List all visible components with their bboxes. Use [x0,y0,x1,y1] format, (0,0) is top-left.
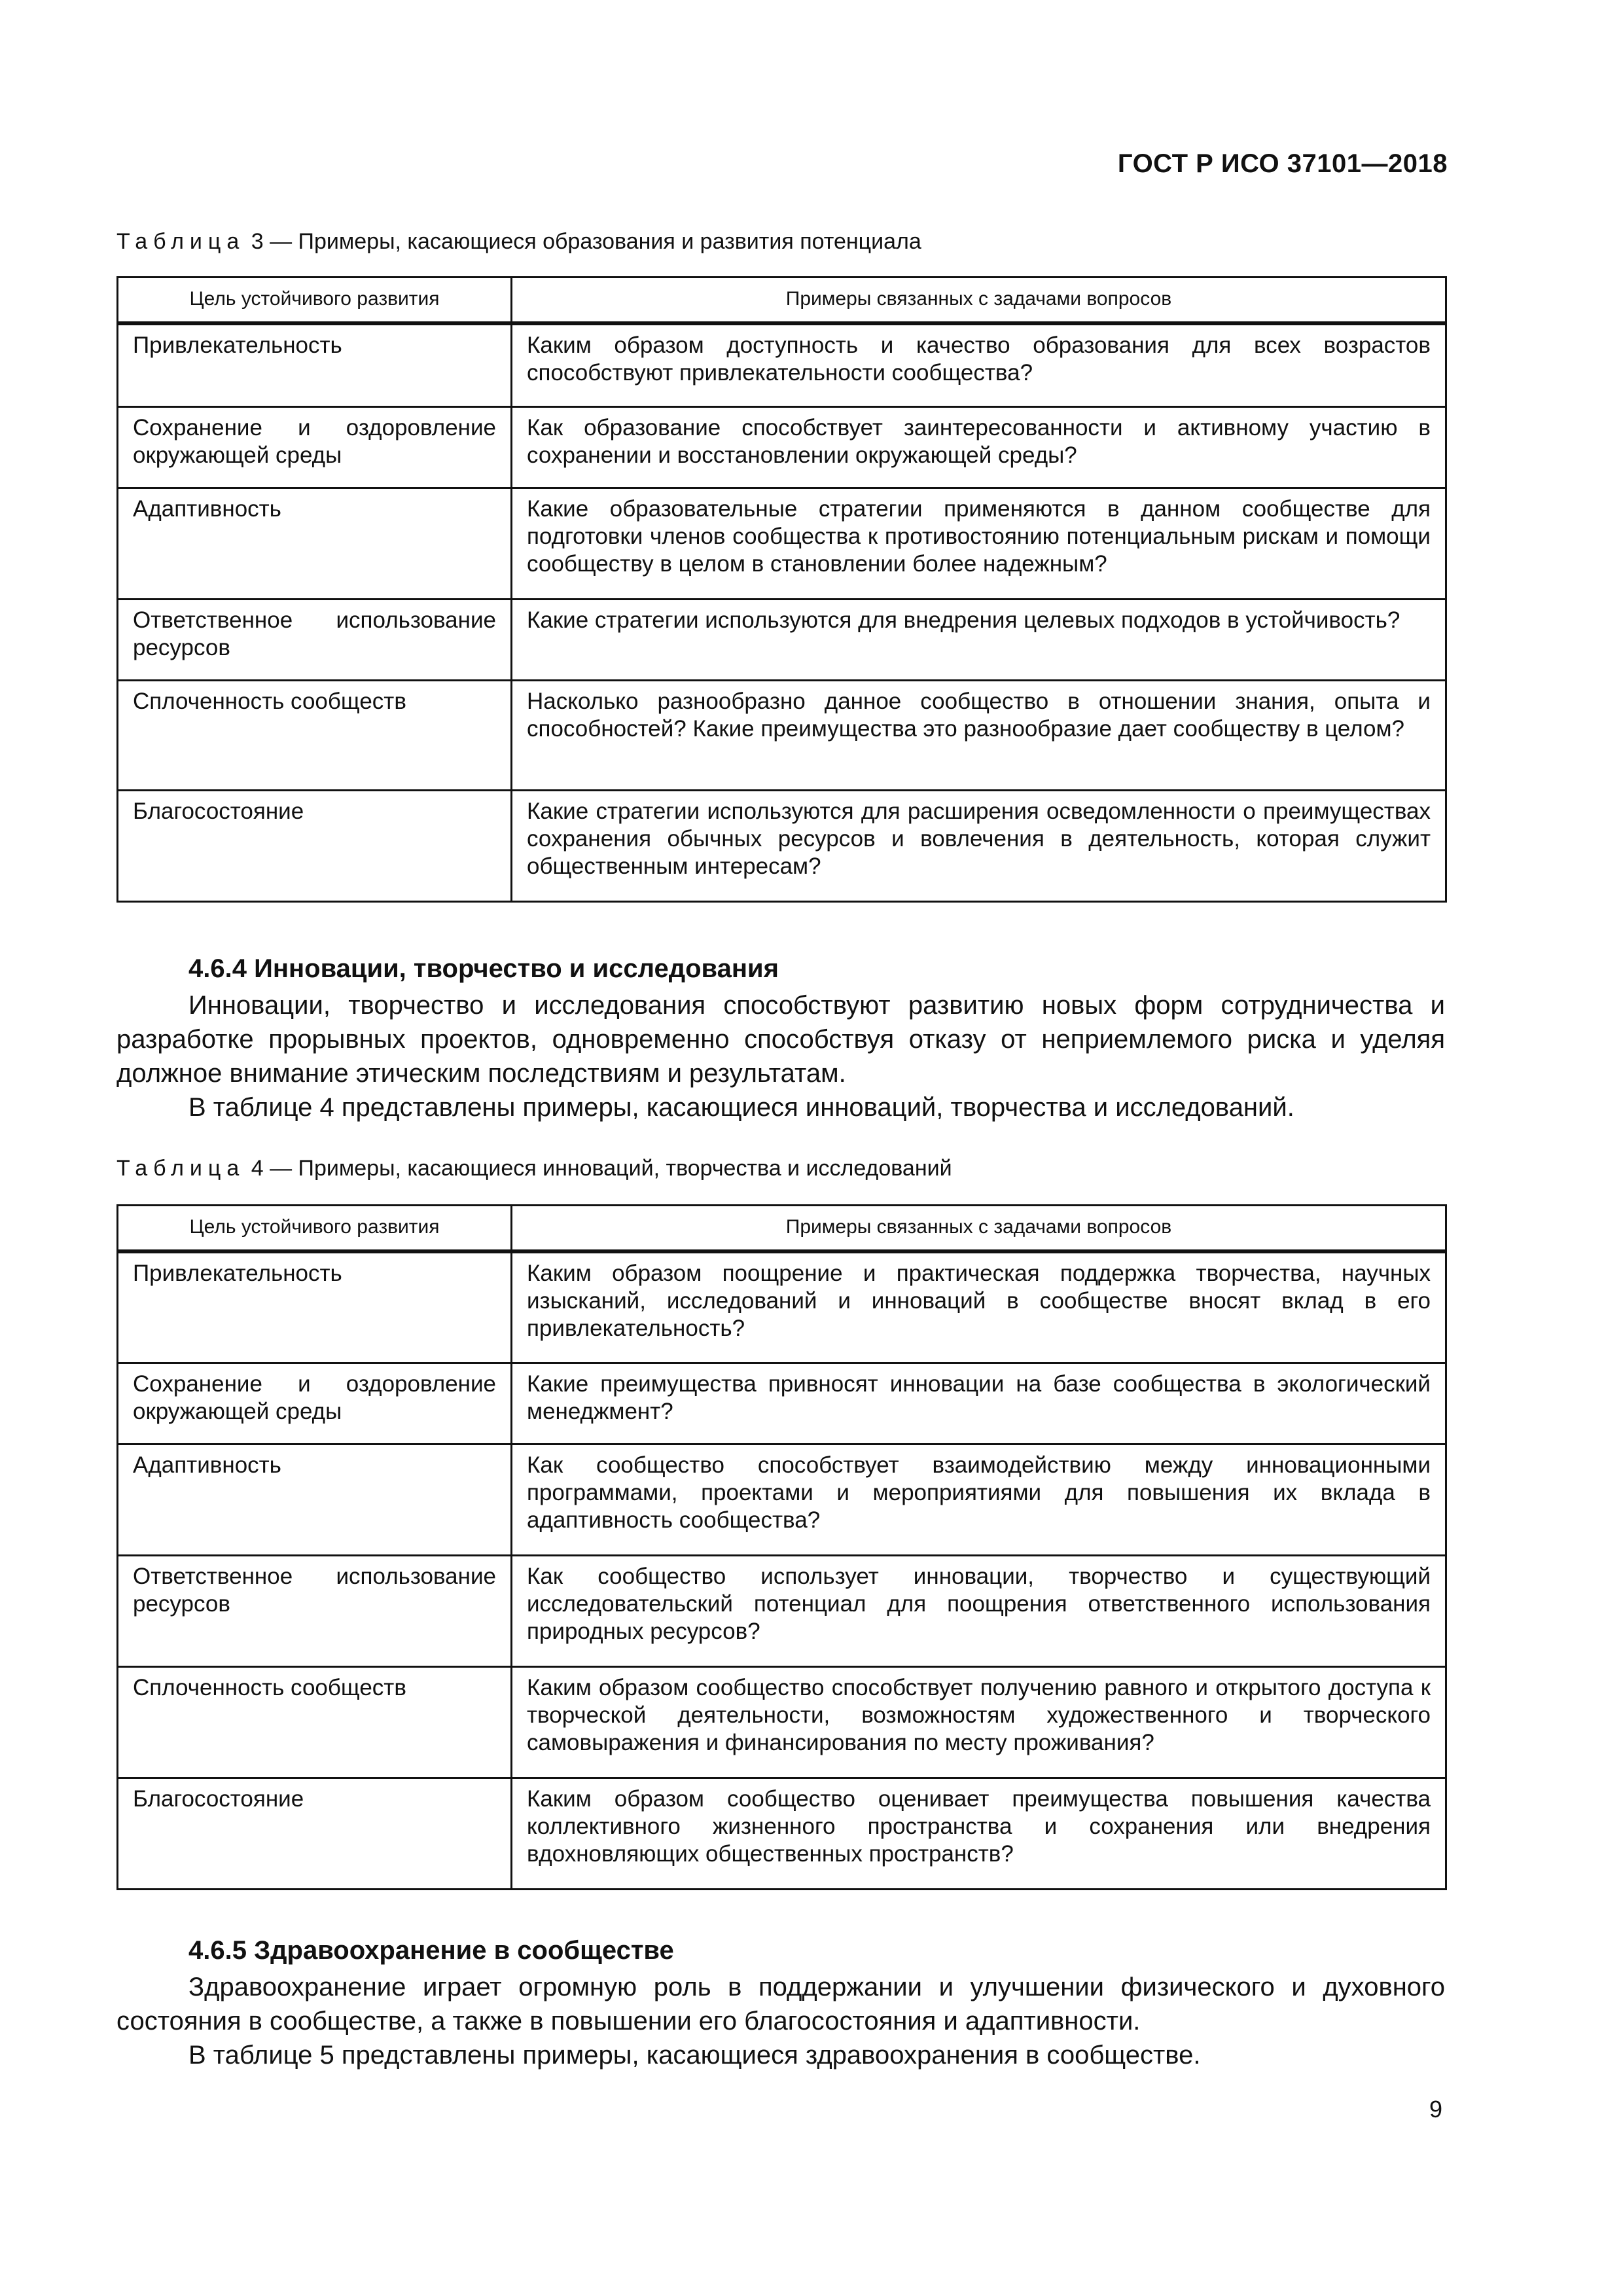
table-row [118,790,1446,901]
goal-cell: Сплоченность сообществ [118,680,512,790]
section-4-6-4-paragraph-2: В таблице 4 представлены примеры, касающиеся инноваций, творчества и исследований. [188,1093,1294,1122]
table-row [118,406,1446,488]
question-cell: Как образование способствует заинтересованности и активному участию в сохранении и восстановлении окружающей среды? [512,406,1446,488]
goal-cell: Адаптивность [118,488,512,599]
table-row [118,1251,1446,1363]
table3-col2-header: Примеры связанных с задачами вопросов [512,278,1446,324]
table-row [118,1666,1446,1778]
question-cell: Насколько разнообразно данное сообщество в отношении знания, опыта и способностей? Какие преимущества это разнообразие дает сообществу в целом? [512,680,1446,790]
table3 [116,276,1447,903]
section-4-6-4-paragraph-1: Инновации, творчество и исследования способствуют развитию новых форм сотрудничества и разработке прорывных проектов, одновременно способствуя отказу от неприемлемого риска и уделяя должное внимание этическим последствиям и результатам. [116,991,1445,1088]
question-cell: Какие образовательные стратегии применяются в данном сообществе для подготовки членов сообщества к противостоянию потенциальным рискам и помощи сообществу в целом в становлении более надежным? [512,488,1446,599]
table4-caption-word: Таблица [116,1156,245,1181]
table-row [118,1778,1446,1889]
question-cell: Как сообщество использует инновации, творчество и существующий исследовательский потенциал для поощрения ответственного использования природных ресурсов? [512,1555,1446,1666]
goal-cell: Ответственное использование ресурсов [118,599,512,680]
goal-cell: Ответственное использование ресурсов [118,1555,512,1666]
question-cell: Как сообщество способствует взаимодействию между инновационными программами, проектами и мероприятиями для повышения их вклада в адаптивность сообщества? [512,1444,1446,1555]
goal-cell: Сплоченность сообществ [118,1666,512,1778]
goal-cell: Сохранение и оздоровление окружающей среды [118,1363,512,1444]
table-row [118,323,1446,406]
table-row [118,1555,1446,1666]
table3-col1-header: Цель устойчивого развития [118,278,512,324]
goal-cell: Привлекательность [118,323,512,406]
table-row [118,1363,1446,1444]
table4-col2-header: Примеры связанных с задачами вопросов [512,1206,1446,1252]
table4-caption-text: 4 — Примеры, касающиеся инноваций, творчества и исследований [245,1156,952,1181]
question-cell: Каким образом сообщество способствует получению равного и открытого доступа к творческой деятельности, возможностям художественного и творческого самовыражения и финансирования по месту проживания? [512,1666,1446,1778]
section-heading-4-6-5: 4.6.5 Здравоохранение в сообществе [188,1936,674,1965]
document-code: ГОСТ Р ИСО 37101—2018 [1117,149,1448,178]
goal-cell: Сохранение и оздоровление окружающей среды [118,406,512,488]
table4-header-row [118,1206,1446,1252]
table-row [118,488,1446,599]
question-cell: Какие стратегии используются для расширения осведомленности о преимуществах сохранения обычных ресурсов и вовлечения в деятельность, которая служит общественным интересам? [512,790,1446,901]
section-4-6-5-paragraph-2: В таблице 5 представлены примеры, касающиеся здравоохранения в сообществе. [188,2041,1201,2070]
table-row [118,1444,1446,1555]
section-heading-4-6-4: 4.6.4 Инновации, творчество и исследования [188,954,779,983]
question-cell: Какие стратегии используются для внедрения целевых подходов в устойчивость? [512,599,1446,680]
goal-cell: Адаптивность [118,1444,512,1555]
question-cell: Какие преимущества привносят инновации на базе сообщества в экологический менеджмент? [512,1363,1446,1444]
question-cell: Каким образом доступность и качество образования для всех возрастов способствуют привлекательности сообщества? [512,323,1446,406]
question-cell: Каким образом поощрение и практическая поддержка творчества, научных изысканий, исследований и инноваций в сообществе вносят вклад в его привлекательность? [512,1251,1446,1363]
table3-header-row [118,278,1446,324]
table3-caption-word: Таблица [116,229,245,254]
goal-cell: Благосостояние [118,790,512,901]
table4-col1-header: Цель устойчивого развития [118,1206,512,1252]
table4 [116,1204,1447,1890]
table3-caption [116,229,921,255]
table-row [118,599,1446,680]
question-cell: Каким образом сообщество оценивает преимущества повышения качества коллективного жизненного пространства и сохранения или внедрения вдохновляющих общественных пространств? [512,1778,1446,1889]
goal-cell: Благосостояние [118,1778,512,1889]
section-4-6-5-paragraph-1: Здравоохранение играет огромную роль в поддержании и улучшении физического и духовного состояния в сообществе, а также в повышении его благосостояния и адаптивности. [116,1973,1445,2036]
goal-cell: Привлекательность [118,1251,512,1363]
table3-caption-text: 3 — Примеры, касающиеся образования и развития потенциала [245,229,921,254]
page-number: 9 [1429,2096,1442,2123]
table-row [118,680,1446,790]
table4-caption [116,1156,952,1181]
